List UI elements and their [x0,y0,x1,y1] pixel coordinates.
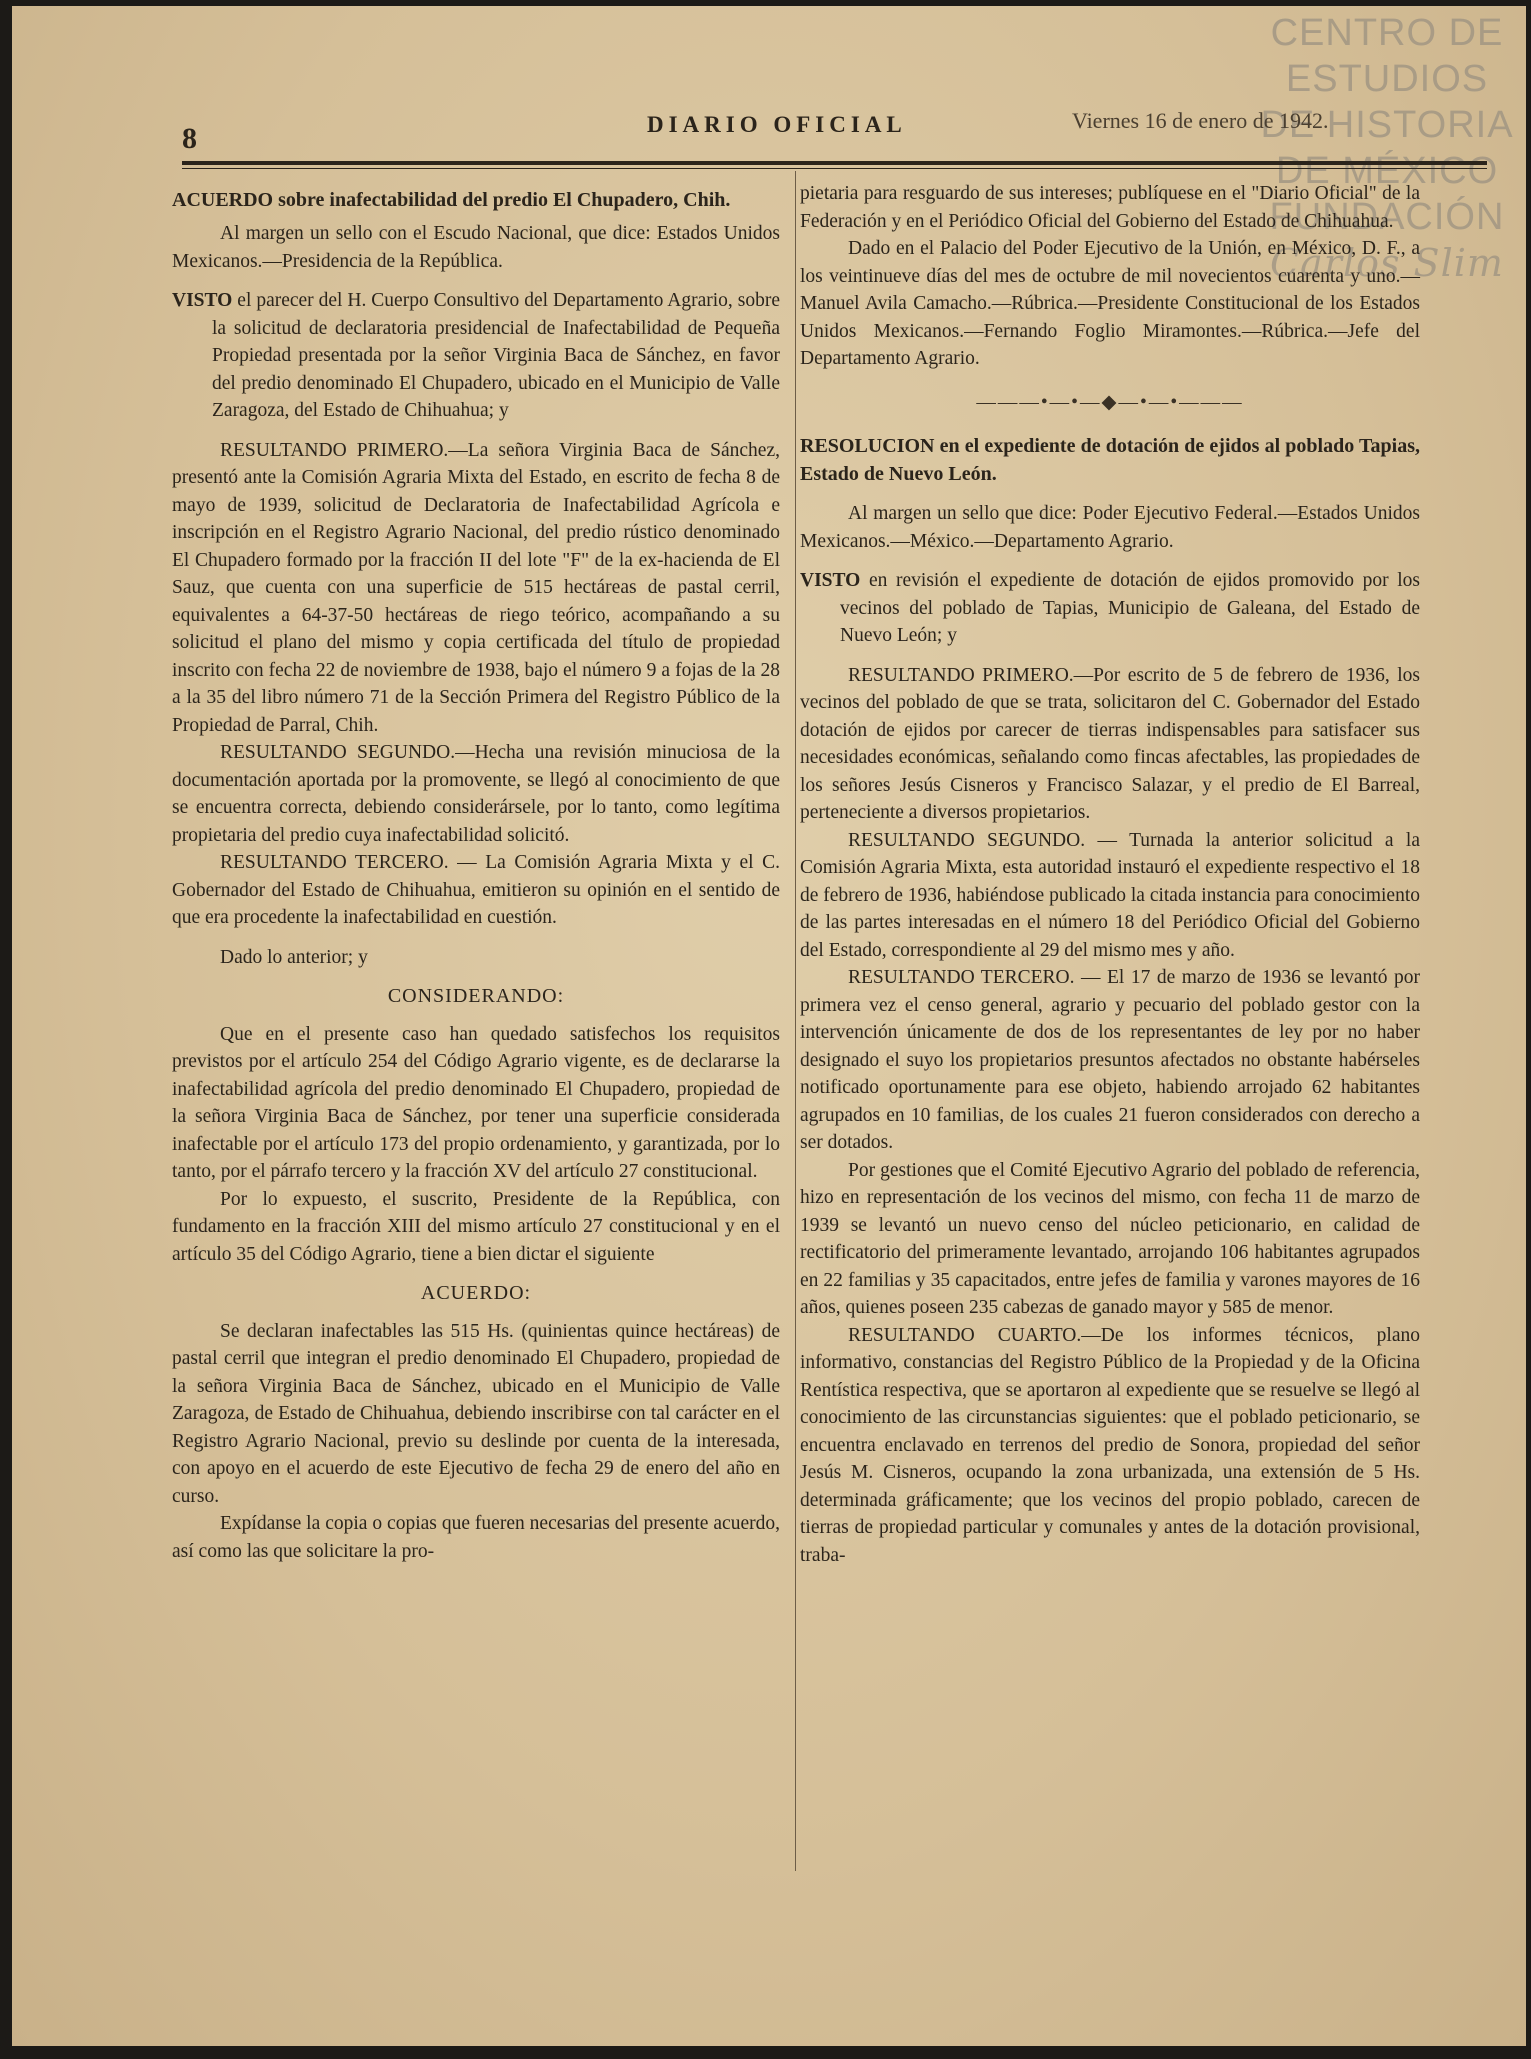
paragraph: RESULTANDO CUARTO.—De los informes técnicos, plano informativo, constancias del Registro Público de la Propiedad y de la Oficina Rentística respectiva, que se aportaron al expediente que se resuelve se llegó al conocimiento de las circunstancias siguientes: que el poblado peticionario, se encuentra enclavado en terrenos del predio de Sonora, propiedad del señor Jesús M. Cisneros, ocupando la zona urbanizada, una extensión de 5 Hs. determinada gráficamente; que los vecinos del propio poblado, carecen de tierras de propiedad particular y comunales y antes de la dotación provisional, traba- [800,1324,1420,1566]
paragraph: RESULTANDO PRIMERO.—Por escrito de 5 de febrero de 1936, los vecinos del poblado de que se trata, solicitaron del C. Gobernador del Estado dotación de ejidos por carecer de tierras indispensables para satisfacer sus necesidades económicas, señalando como fincas afectables, las propiedades de los señores Jesús Cisneros y Francisco Salazar, y el predio de El Barreal, perteneciente a diversos propietarios. [800,664,1420,823]
visto-text: el parecer del H. Cuerpo Consultivo del Departamento Agrario, sobre la solicitud de declaratoria presidencial de Inafectabilidad de Pequeña Propiedad presentada por la señor Virginia Baca de Sánchez, en favor del predio denominado El Chupadero, ubicado en el Municipio de Valle Zaragoza, del Estado de Chihuahua; y [212,290,780,421]
section-title: CONSIDERANDO: [387,985,565,1007]
paragraph: pietaria para resguardo de sus intereses; publíquese en el "Diario Oficial" de la Federación y en el Periódico Oficial del Gobierno del Estado de Chihuahua. [800,183,1420,232]
visto-paragraph [172,287,780,425]
article-heading: ACUERDO sobre inafectabilidad del predio El Chupadero, Chih. [172,189,731,211]
masthead-title: DIARIO OFICIAL [647,112,907,137]
paragraph: Dado lo anterior; y [220,946,368,968]
header-rule [182,161,1487,165]
paragraph: Por lo expuesto, el suscrito, Presidente de la República, con fundamento en la fracción XIII del mismo artículo 27 constitucional y en el artículo 35 del Código Agrario, tiene a bien dictar el siguiente [172,1188,780,1265]
paragraph: Al margen un sello con el Escudo Nacional, que dice: Estados Unidos Mexicanos.—Presidencia de la República. [172,223,780,272]
header-rule-thin [182,168,1487,169]
article-heading: RESOLUCION en el expediente de dotación de ejidos al poblado Tapias, Estado de Nuevo León. [800,435,1420,485]
paragraph: Se declaran inafectables las 515 Hs. (quinientas quince hectáreas) de pastal cerril que integran el predio denominado El Chupadero, propiedad de la señora Virginia Baca de Sánchez, ubicado en el Municipio de Valle Zaragoza, de Estado de Chihuahua, debiendo inscribirse con tal carácter en el Registro Agrario Nacional, previo su deslinde por cuenta de la interesada, con apoyo en el acuerdo de este Ejecutivo de fecha 29 de enero del año en curso. [172,1320,780,1507]
visto-label: VISTO [800,570,861,591]
paragraph: RESULTANDO SEGUNDO.—Hecha una revisión minuciosa de la documentación aportada por la promovente, se llegó al conocimiento de que se encuentra correcta, debiendo considerársele, por lo tanto, como legítima propietaria del predio cuya inafectabilidad solicitó. [172,742,780,846]
watermark-line: DE MÉXICO [1275,150,1499,192]
watermark-line: FUNDACIÓN [1269,196,1505,238]
visto-paragraph [800,567,1420,650]
column-divider [795,171,796,1871]
watermark-line: Carlos Slim [1270,241,1504,285]
watermark-line: ESTUDIOS [1285,58,1489,100]
paragraph: Por gestiones que el Comité Ejecutivo Agrario del poblado de referencia, hizo en representación de los vecinos del mismo, con fecha 11 de marzo de 1939 se levantó un nuevo censo del núcleo peticionario, en calidad de rectificatorio del primeramente levantado, arrojando 106 habitantes agrupados en 22 familias y 35 capacitados, entre jefes de familia y varones mayores de 16 años, quienes poseen 235 cabezas de ganado mayor y 585 de menor. [800,1159,1420,1318]
watermark-line: CENTRO DE [1270,12,1504,54]
newspaper-page [12,6,1526,2046]
paragraph: RESULTANDO PRIMERO.—La señora Virginia Baca de Sánchez, presentó ante la Comisión Agraria Mixta del Estado, en escrito de fecha 8 de mayo de 1939, solicitud de Declaratoria de Inafectabilidad Agrícola e inscripción en el Registro Agrario Nacional, del predio rústico denominado El Chupadero formado por la fracción II del lote "F" de la ex-hacienda de El Sauz, que cuenta con una superficie de 515 hectáreas de pastal cerril, equivalentes a 64-37-50 hectáreas de riego teórico, acompañando a su solicitud el plano del mismo y copia certificada del título de propiedad inscrito con fecha 22 de noviembre de 1938, bajo el número 9 a fojas de la 28 a la 35 del libro número 71 de la Sección Primera del Registro Público de la Propiedad de Parral, Chih. [172,439,780,736]
page-number: 8 [182,122,197,155]
page-header [12,106,1526,155]
issue-date: Viernes 16 de enero de 1942. [1072,108,1329,133]
paragraph: Dado en el Palacio del Poder Ejecutivo de la Unión, en México, D. F., a los veintinueve días del mes de octubre de mil novecientos cuarenta y uno.—Manuel Avila Camacho.—Rúbrica.—Presidente Constitucional de los Estados Unidos Mexicanos.—Fernando Foglio Miramontes.—Rúbrica.—Jefe del Departamento Agrario. [800,238,1420,369]
paragraph: Que en el presente caso han quedado satisfechos los requisitos previstos por el artículo 254 del Código Agrario vigente, es de declararse la inafectabilidad agrícola del predio denominado El Chupadero, propiedad de la señora Virginia Baca de Sánchez, por tener una superficie considerada inafectable por el artículo 173 del propio ordenamiento, y garantizada, por lo tanto, por el párrafo tercero y la fracción XV del artículo 27 constitucional. [172,1023,780,1182]
left-column [172,180,780,1565]
visto-text: en revisión el expediente de dotación de ejidos promovido por los vecinos del poblado de Tapias, Municipio de Galeana, del Estado de Nuevo León; y [840,570,1420,646]
section-ornament: ———•—•—◆—•—•——— [976,391,1244,413]
paragraph: RESULTANDO SEGUNDO. — Turnada la anterior solicitud a la Comisión Agraria Mixta, esta autoridad instauró el expediente respectivo el 18 de febrero de 1936, habiéndose publicado la citada instancia para conocimiento de las partes interesadas en el número 18 del Periódico Oficial del Gobierno del Estado, correspondiente al 29 del mismo mes y año. [800,829,1420,961]
section-title: ACUERDO: [420,1282,532,1304]
paragraph: RESULTANDO TERCERO. — La Comisión Agraria Mixta y el C. Gobernador del Estado de Chihuahua, emitieron su opinión en el sentido de que era procedente la inafectabilidad en cuestión. [172,852,780,928]
watermark-line: DE HISTORIA [1260,104,1514,146]
paragraph: RESULTANDO TERCERO. — El 17 de marzo de 1936 se levantó por primera vez el censo general, agrario y pecuario del poblado gestor con la intervención únicamente de dos de los representantes de ley por no haber designado el suyo los propietarios presuntos afectados no obstante habérseles notificado oportunamente para ese objeto, habiendo arrojado 62 habitantes agrupados en 10 familias, de los cuales 21 fueron considerados con derecho a ser dotados. [800,967,1420,1153]
paragraph: Expídanse la copia o copias que fueren necesarias del presente acuerdo, así como las que solicitare la pro- [172,1513,780,1562]
visto-label: VISTO [172,290,233,311]
paragraph: Al margen un sello que dice: Poder Ejecutivo Federal.—Estados Unidos Mexicanos.—México.—Departamento Agrario. [800,503,1420,552]
right-column [800,180,1420,1569]
